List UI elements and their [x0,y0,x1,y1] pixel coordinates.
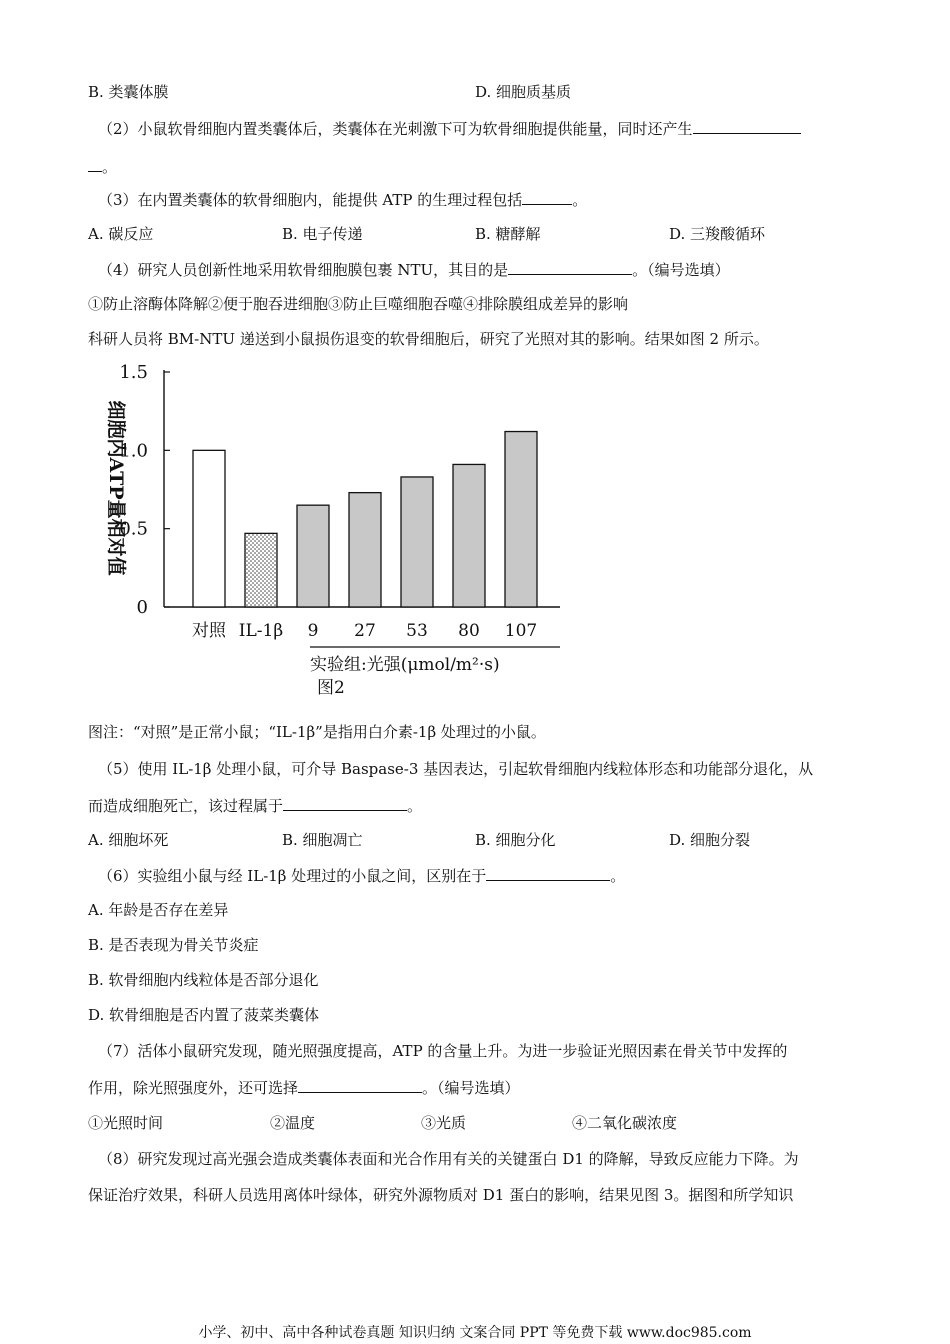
question-2-text: （2）小鼠软骨细胞内置类囊体后，类囊体在光刺激下可为软骨细胞提供能量，同时还产生 [98,120,693,138]
q7-option-2: ②温度 [270,1114,316,1132]
question-2-cont [88,156,117,177]
bar-0 [193,450,225,607]
answer-blank [298,1077,422,1093]
answer-blank [522,189,572,205]
q6-option-1: A. 年龄是否存在差异 [88,901,229,919]
figure-note: 图注：“对照”是正常小鼠；“IL-1β”是指用白介素-1β 处理过的小鼠。 [88,723,546,741]
question-4-end: 。（编号选填） [632,261,730,279]
question-7-end: 。（编号选填） [422,1079,520,1097]
q1-option-d: D. 细胞质基质 [475,83,572,101]
question-3 [98,189,587,210]
q5-option-2: B. 细胞凋亡 [282,831,363,849]
q6-option-4: D. 软骨细胞是否内置了菠菜类囊体 [88,1006,320,1024]
question-5-cont [88,795,422,816]
question-7-text: 作用，除光照强度外，还可选择 [88,1079,299,1097]
question-5-end: 。 [407,797,423,815]
y-tick-label: 1.0 [119,440,148,462]
x-tick-label: 9 [307,621,319,641]
question-8: （8）研究发现过高光强会造成类囊体表面和光合作用有关的关键蛋白 D1 的降解，导致反应能力下降。为 [98,1150,799,1168]
q5-option-1: A. 细胞坏死 [88,831,169,849]
q7-option-4: ④二氧化碳浓度 [572,1114,678,1132]
answer-blank [693,118,801,134]
figure-intro: 科研人员将 BM-NTU 递送到小鼠损伤退变的软骨细胞后，研究了光照对其的影响。结果如图 2 所示。 [88,330,769,348]
question-7: （7）活体小鼠研究发现，随光照强度提高，ATP 的含量上升。为进一步验证光照因素在骨关节中发挥的 [98,1042,788,1060]
question-4-text: （4）研究人员创新性地采用软骨细胞膜包裹 NTU，其目的是 [98,261,509,279]
x-group-label: 实验组:光强(μmol/m²·s) [310,655,500,675]
figure-2-chart [80,358,580,708]
q6-option-3: B. 软骨细胞内线粒体是否部分退化 [88,971,319,989]
y-tick-label: 1.5 [119,362,148,383]
answer-blank [283,795,407,811]
question-6 [98,865,625,886]
q3-option-2: B. 电子传递 [282,225,363,243]
page-footer: 小学、初中、高中各种试卷真题 知识归纳 文案合同 PPT 等免费下载 www.doc985.com [198,1325,752,1341]
q7-option-1: ①光照时间 [88,1114,164,1132]
question-3-end: 。 [572,191,588,209]
question-2-end: 。 [102,158,118,176]
q6-option-2: B. 是否表现为骨关节炎症 [88,936,259,954]
q1-option-b: B. 类囊体膜 [88,83,169,101]
q7-option-3: ③光质 [421,1114,467,1132]
x-tick-label: 对照 [192,621,226,641]
figure-label: 图2 [317,678,345,698]
q5-option-3: B. 细胞分化 [475,831,556,849]
question-7-cont [88,1077,520,1098]
question-6-text: （6）实验组小鼠与经 IL-1β 处理过的小鼠之间，区别在于 [98,867,487,885]
answer-blank [486,865,610,881]
bar-5 [453,464,485,607]
x-tick-label: 107 [504,621,538,641]
q3-option-1: A. 碳反应 [88,225,154,243]
question-4-choices: ①防止溶酶体降解②便于胞吞进细胞③防止巨噬细胞吞噬④排除膜组成差异的影响 [88,295,629,313]
bar-2 [297,505,329,607]
x-tick-label: IL-1β [238,621,284,641]
question-4 [98,259,730,280]
y-tick-label: 0 [136,597,148,618]
question-6-end: 。 [610,867,626,885]
answer-blank [88,156,102,172]
bar-6 [505,432,537,607]
y-axis-label: 细胞内ATP量相对值 [105,400,127,576]
y-tick-label: 0.5 [119,518,148,540]
x-tick-label: 27 [354,621,376,641]
question-2 [98,118,801,139]
q3-option-4: D. 三羧酸循环 [669,225,766,243]
question-5: （5）使用 IL-1β 处理小鼠，可介导 Baspase-3 基因表达，引起软骨细胞内线粒体形态和功能部分退化，从 [98,760,814,778]
question-8-cont: 保证治疗效果，科研人员选用离体叶绿体，研究外源物质对 D1 蛋白的影响，结果见图 3。据图和所学知识 [88,1186,794,1204]
bar-4 [401,477,433,607]
bar-1 [245,533,277,607]
x-tick-label: 53 [406,621,428,641]
q3-option-3: B. 糖酵解 [475,225,541,243]
answer-blank [508,259,632,275]
question-5-text: 而造成细胞死亡，该过程属于 [88,797,284,815]
x-tick-label: 80 [458,621,480,641]
question-3-text: （3）在内置类囊体的软骨细胞内，能提供 ATP 的生理过程包括 [98,191,523,209]
q5-option-4: D. 细胞分裂 [669,831,751,849]
bar-3 [349,493,381,607]
